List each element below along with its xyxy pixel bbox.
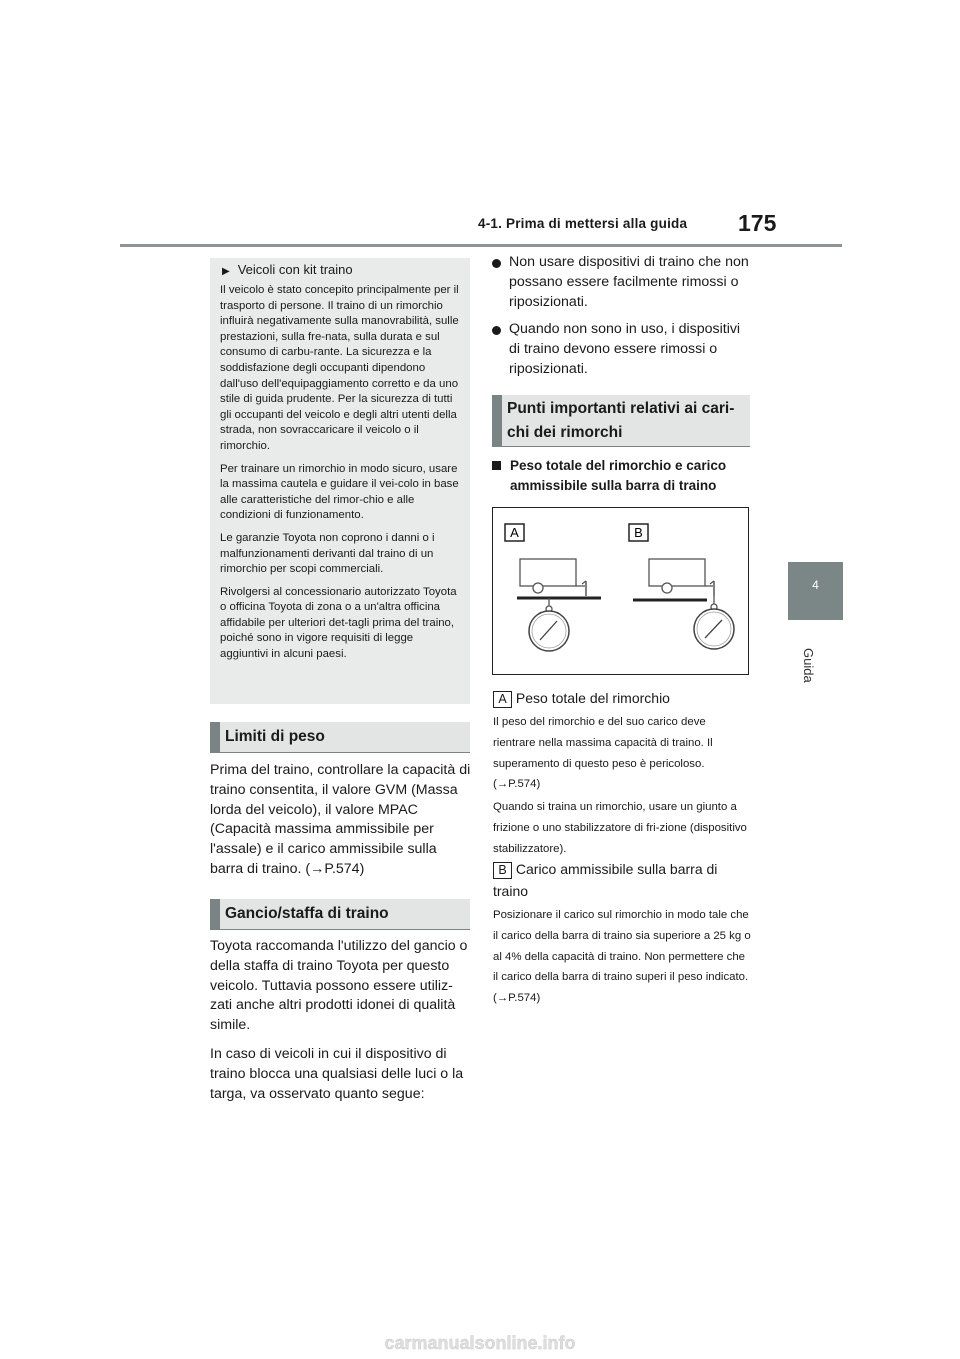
header-rule bbox=[120, 244, 842, 247]
limiti-paragraph: Prima del traino, controllare la capacità di traino consentita, il valore GVM (Massa lorda del veicolo), il valore MPAC (Capacità massima ammissibile per l'assale) e il carico ammissibile sulla barra di traino. (→P.574) bbox=[210, 762, 471, 877]
watermark-graphic bbox=[0, 1332, 960, 1354]
info-paragraph: Il veicolo è stato concepito principalmente per il trasporto di persone. Il traino di un rimorchio influirà negativamente sulla manovrabilità, sulle prestazioni, sulla fre-nata, sulla durata e sul consumo di carbu-rante. La sicurezza e la soddisfazione degli occupanti dipendono dall'uso dell'equipaggiamento corretto e da uno stile di guida prudente. Per la sicurezza di tutti gli occupanti del veicolo e degli altri utenti della strada, non sovraccaricare il veicolo o il rimorchio. bbox=[220, 284, 459, 452]
info-paragraph: Le garanzie Toyota non coprono i danni o i malfunzionamenti derivanti dal traino di un rimorchio per scopi commerciali. bbox=[220, 531, 435, 576]
info-box-title-text: Veicoli con kit traino bbox=[237, 262, 353, 277]
list-item bbox=[492, 320, 754, 379]
gancio-text bbox=[210, 937, 472, 1113]
bullet-icon bbox=[492, 326, 501, 335]
gancio-paragraph: Toyota raccomanda l'utilizzo del gancio o della staffa di traino Toyota per questo veicolo. Tuttavia possono essere utiliz-zati anche altri prodotti idonei di qualità simile. bbox=[210, 938, 468, 1034]
item-b-label: B bbox=[493, 862, 512, 879]
watermark-logo bbox=[0, 1332, 960, 1359]
bullet-list bbox=[492, 253, 754, 388]
info-paragraph: Per trainare un rimorchio in modo sicuro, usare la massima cautela e guidare il vei-colo in base alle caratteristiche del rimor-chio e alle condizioni di funzionamento. bbox=[220, 462, 459, 522]
item-b-title-text: Carico ammissibile sulla barra di traino bbox=[493, 861, 718, 899]
trailer-icon bbox=[520, 559, 586, 596]
limiti-text bbox=[210, 761, 472, 889]
info-paragraph: Rivolgersi al concessionario autorizzato Toyota o officina Toyota di zona o a un'altra officina affidabile per ulteriori det-tagli prima del traino, poiché sono in vigore requisiti di legge aggiuntivi in alcuni paesi. bbox=[220, 585, 457, 661]
bullet-icon bbox=[492, 259, 501, 268]
diagram-illustration bbox=[493, 508, 748, 674]
list-item-text: Quando non sono in uso, i dispositivi di traino devono essere rimossi o riposizionati. bbox=[509, 321, 741, 377]
scale-gauge-icon bbox=[529, 598, 569, 651]
section-title: 4-1. Prima di mettersi alla guida bbox=[478, 216, 688, 231]
chapter-label: Guida bbox=[801, 648, 816, 683]
item-a-title-text: Peso totale del rimorchio bbox=[515, 690, 670, 706]
limiti-heading-text: Limiti di peso bbox=[225, 728, 325, 745]
watermark-text: carmanualsonline.info bbox=[384, 1333, 576, 1353]
scale-gauge-icon bbox=[694, 596, 734, 649]
list-item bbox=[492, 253, 754, 312]
info-box-title bbox=[222, 262, 353, 277]
list-item-text: Non usare dispositivi di traino che non possano essere facilmente rimossi o riposizionati. bbox=[509, 254, 749, 310]
trailer-weight-diagram bbox=[492, 507, 749, 675]
gancio-heading bbox=[210, 899, 470, 930]
triangle-right-icon: ▶ bbox=[222, 266, 230, 277]
punti-subheading bbox=[492, 456, 754, 495]
punti-heading-text: Punti importanti relativi ai cari-chi dei rimorchi bbox=[507, 400, 735, 441]
label-a: A bbox=[510, 525, 519, 540]
item-a-title bbox=[493, 687, 755, 709]
limiti-heading bbox=[210, 722, 470, 753]
info-box-text bbox=[220, 283, 464, 670]
item-b-paragraph: Posizionare il carico sul rimorchio in modo tale che il carico della barra di traino sia superiore a 25 kg o al 4% della capacità di traino. Non permettere che il carico della barra di traino superi il peso indicato. (→P.574) bbox=[493, 909, 751, 1005]
item-b-title bbox=[493, 858, 733, 902]
item-a-paragraph: Quando si traina un rimorchio, usare un giunto a frizione o uno stabilizzatore di fri-zione (dispositivo stabilizzatore). bbox=[493, 801, 747, 855]
page-number: 175 bbox=[738, 210, 777, 236]
punti-subheading-text: Peso totale del rimorchio e carico ammissibile sulla barra di traino bbox=[510, 458, 727, 493]
label-b: B bbox=[634, 525, 643, 540]
item-b-text bbox=[493, 905, 751, 1011]
gancio-paragraph: In caso di veicoli in cui il dispositivo di traino blocca una qualsiasi delle luci o la targa, va osservato quanto segue: bbox=[210, 1045, 464, 1102]
square-bullet-icon bbox=[492, 461, 501, 470]
punti-heading bbox=[492, 395, 750, 447]
gancio-heading-text: Gancio/staffa di traino bbox=[225, 905, 389, 922]
chapter-number: 4 bbox=[812, 578, 819, 592]
item-a-label: A bbox=[493, 691, 512, 708]
item-a-paragraph: Il peso del rimorchio e del suo carico deve rientrare nella massima capacità di traino. Il superamento di questo peso è pericoloso. (→P.574) bbox=[493, 716, 713, 791]
trailer-icon bbox=[649, 559, 714, 596]
item-a-text bbox=[493, 712, 751, 862]
